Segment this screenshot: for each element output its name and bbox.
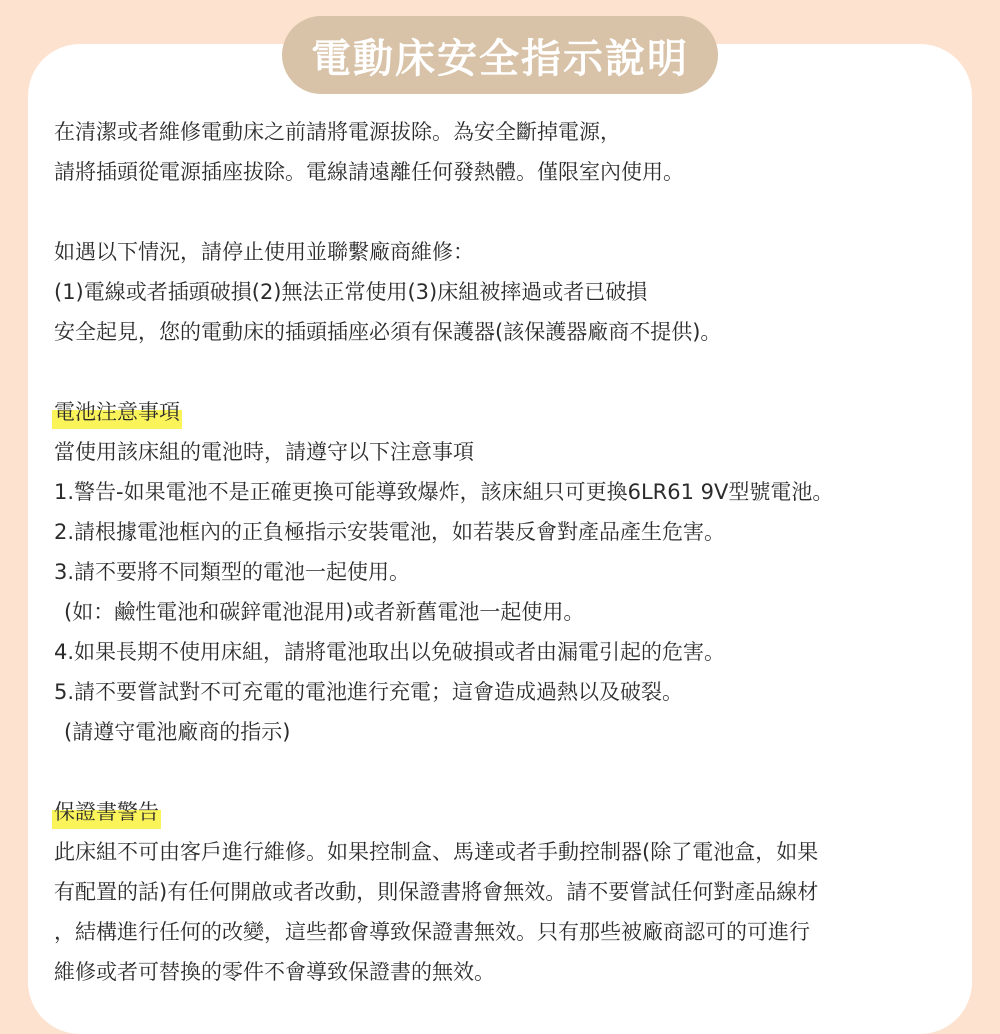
repair-line: 如遇以下情況，請停止使用並聯繫廠商維修： [54, 240, 474, 264]
battery-line: (如：鹼性電池和碳鋅電池混用)或者新舊電池一起使用。 [64, 600, 585, 624]
spacer [54, 192, 954, 232]
warranty-heading-row [54, 792, 954, 832]
battery-heading: 電池注意事項 [52, 392, 182, 432]
battery-line: 5.請不要嘗試對不可充電的電池進行充電；這會造成過熱以及破裂。 [54, 680, 684, 704]
battery-line: 3.請不要將不同類型的電池一起使用。 [54, 560, 411, 584]
intro-line: 在清潔或者維修電動床之前請將電源拔除。為安全斷掉電源， [54, 120, 621, 144]
warranty-line: 有配置的話)有任何開啟或者改動，則保證書將會無效。請不要嘗試任何對產品線材 [54, 880, 819, 904]
battery-line: 當使用該床組的電池時，請遵守以下注意事項 [54, 440, 474, 464]
warranty-line: ，結構進行任何的改變，這些都會導致保證書無效。只有那些被廠商認可的可進行 [54, 920, 810, 944]
battery-heading-row [54, 392, 954, 432]
page-title: 電動床安全指示說明 [282, 16, 718, 94]
instruction-content [54, 112, 954, 992]
battery-line: (請遵守電池廠商的指示) [64, 720, 291, 744]
warranty-heading: 保證書警告 [52, 792, 161, 832]
battery-line: 4.如果長期不使用床組，請將電池取出以免破損或者由漏電引起的危害。 [54, 640, 726, 664]
warranty-line: 維修或者可替換的零件不會導致保證書的無效。 [54, 960, 495, 984]
battery-line: 2.請根據電池框內的正負極指示安裝電池，如若裝反會對產品產生危害。 [54, 520, 726, 544]
spacer [54, 352, 954, 392]
warranty-line: 此床組不可由客戶進行維修。如果控制盒、馬達或者手動控制器(除了電池盒，如果 [54, 840, 819, 864]
spacer [54, 752, 954, 792]
repair-line: 安全起見，您的電動床的插頭插座必須有保護器(該保護器廠商不提供)。 [54, 320, 722, 344]
intro-line: 請將插頭從電源插座拔除。電線請遠離任何發熱體。僅限室內使用。 [54, 160, 684, 184]
repair-line: (1)電線或者插頭破損(2)無法正常使用(3)床組被摔過或者已破損 [54, 280, 648, 304]
battery-line: 1.警告-如果電池不是正確更換可能導致爆炸，該床組只可更換6LR61 9V型號電池。 [54, 480, 834, 504]
